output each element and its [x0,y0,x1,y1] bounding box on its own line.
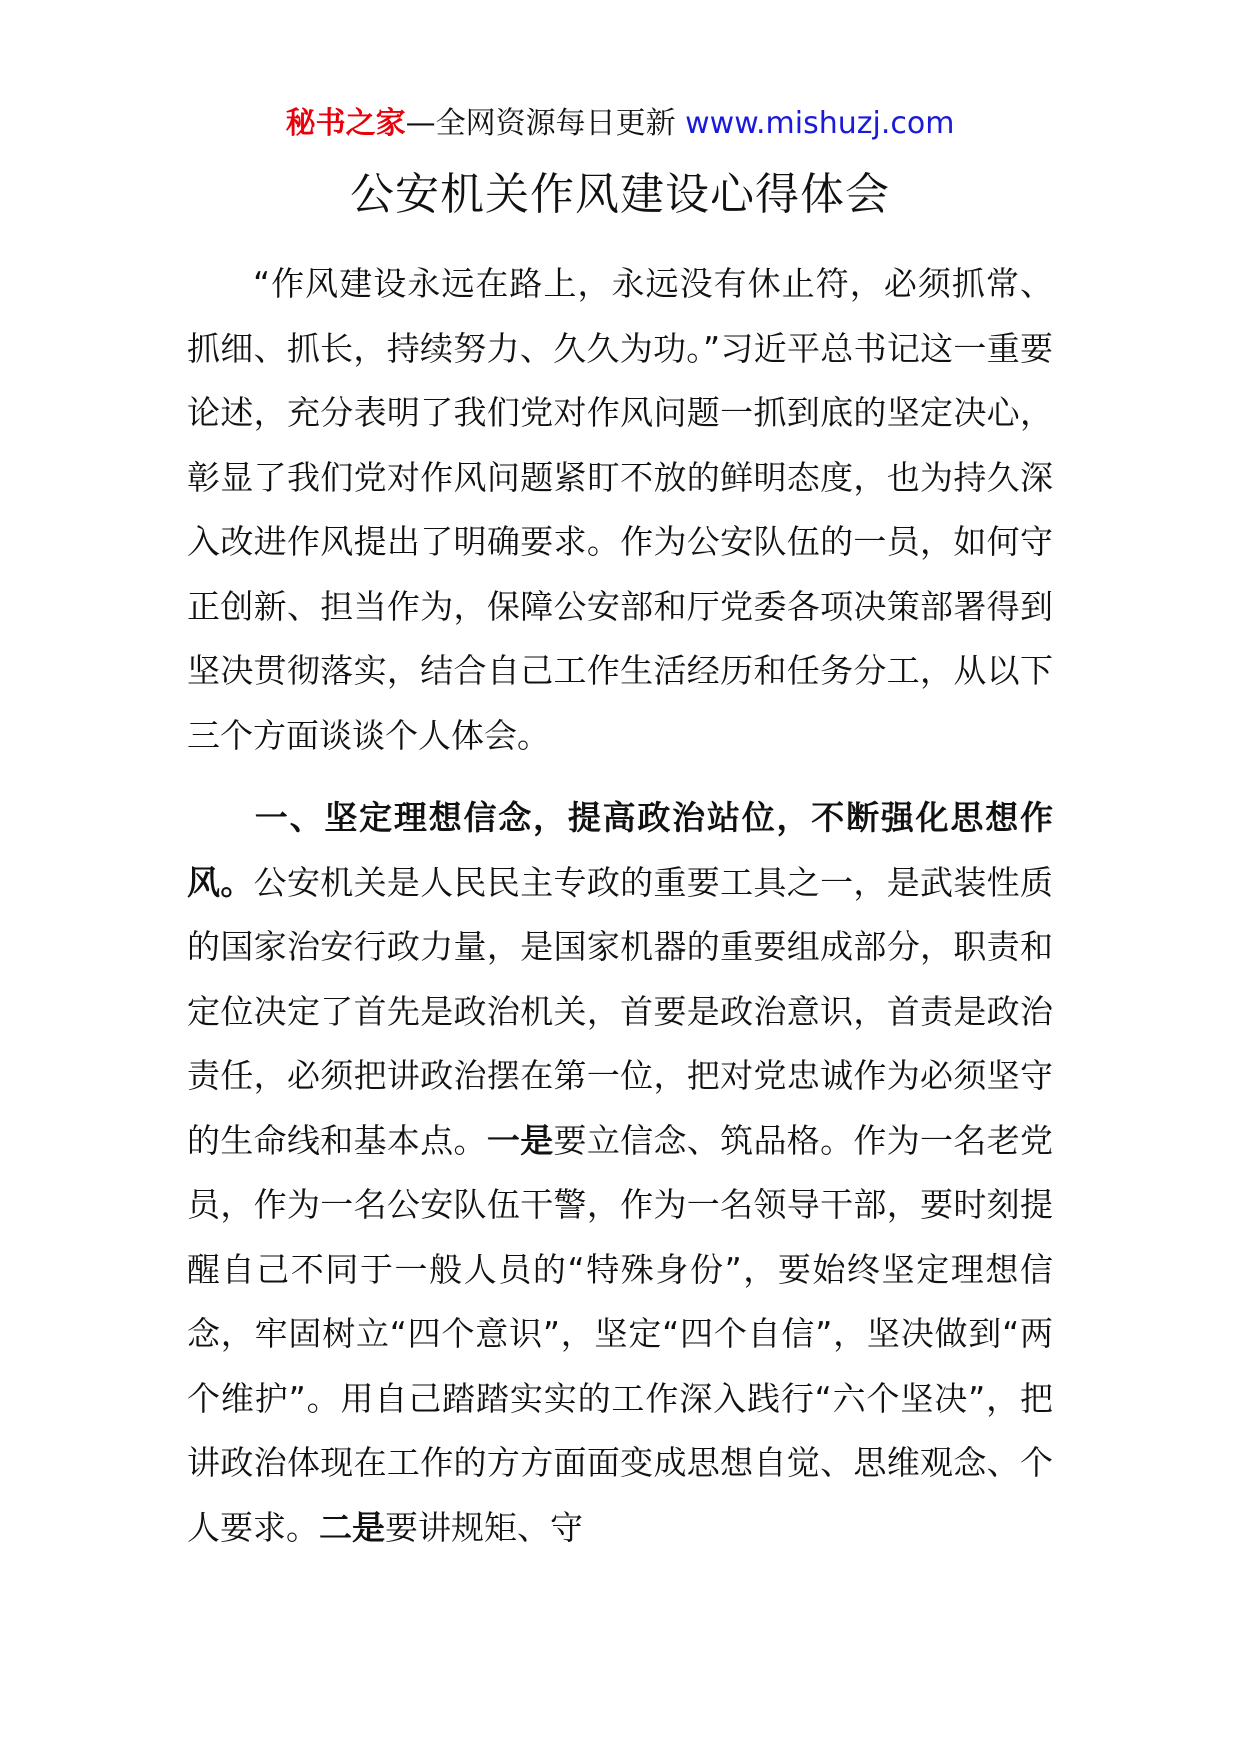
site-url-link[interactable]: www.mishuzj.com [685,106,955,141]
point-2-label: 二是 [319,1507,385,1547]
header-tagline: —全网资源每日更新 [405,106,676,141]
section-1-text-a: 公安机关是人民民主专政的重要工具之一，是武装性质的国家治安行政力量，是国家机器的重要组成部分，职责和定位决定了首先是政治机关，首要是政治意识，首责是政治责任，必须把讲政治摆在第一位，把对党忠诚作为必须坚守的生命线和基本点。 [187,862,1054,1160]
paragraph-intro-text: “作风建设永远在路上，永远没有休止符，必须抓常、抓细、抓长，持续努力、久久为功。”习近平总书记这一重要论述，充分表明了我们党对作风问题一抓到底的坚定决心，彰显了我们党对作风问题紧盯不放的鲜明态度，也为持久深入改进作风提出了明确要求。作为公安队伍的一员，如何守正创新、担当作为，保障公安部和厅党委各项决策部署得到坚决贯彻落实，结合自己工作生活经历和任务分工，从以下三个方面谈谈个人体会。 [187,264,1053,755]
document-title: 公安机关作风建设心得体会 [350,169,890,220]
brand-name: 秘书之家 [285,106,406,141]
section-1-heading: 一、坚定理想信念，提高政治站位，不断强化思想作风。 [187,798,1053,902]
paragraph-section-1 [187,786,1053,1560]
point-1-label: 一是 [486,1120,554,1160]
paragraph-intro [187,252,1053,768]
site-header [0,102,1240,146]
section-1-text-c: 要讲规矩、守 [385,1507,583,1547]
section-1-text-b: 要立信念、筑品格。作为一名老党员，作为一名公安队伍干警，作为一名领导干部，要时刻提醒自己不同于一般人员的“特殊身份”，要始终坚定理想信念，牢固树立“四个意识”，坚定“四个自信”，坚决做到“两个维护”。用自己踏踏实实的工作深入践行“六个坚决”，把讲政治体现在工作的方方面面变成思想自觉、思维观念、个人要求。 [187,1120,1054,1547]
document-body [187,252,1053,1560]
